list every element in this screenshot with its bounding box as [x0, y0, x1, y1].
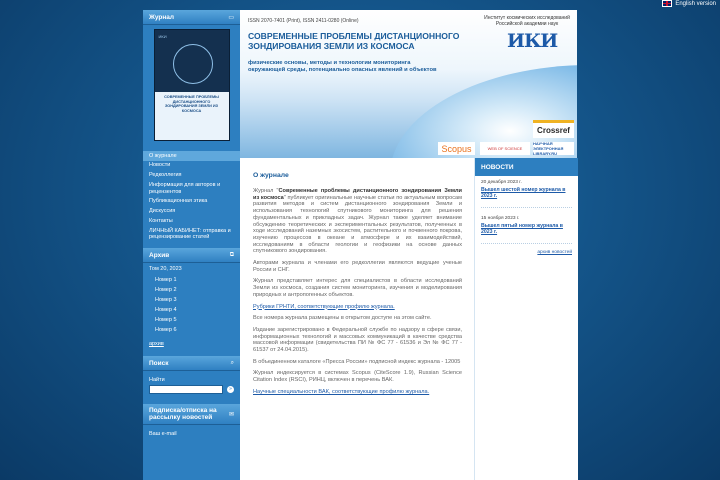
- collapse-icon[interactable]: ▭: [228, 14, 234, 21]
- search-heading: Поиск: [149, 359, 169, 367]
- main-content: [240, 158, 474, 480]
- audience-paragraph: Журнал представляет интерес для специалистов в области исследований Земли из космоса, создания систем мониторинга, изучения и моделирования природных и антропогенных объектов.: [253, 278, 462, 298]
- indexing-paragraph: Журнал индексируется в системах Scopus (CiteScore 1.9), Russian Science Citation Index (RSCI), РИНЦ, включен в перечень ВАК.: [253, 370, 462, 384]
- sidebar-item-author-info[interactable]: Информация для авторов и рецензентов: [149, 181, 221, 195]
- crossref-badge[interactable]: Crossref: [533, 120, 574, 138]
- news-title-link[interactable]: Вышел шестой номер журнала в 2023 г.: [481, 187, 566, 199]
- cover-logo: ИКИ: [158, 34, 167, 39]
- vak-link[interactable]: Научные специальности ВАК, соответствующие профилю журнала.: [253, 388, 430, 395]
- iki-logo[interactable]: ИКИ: [507, 30, 558, 52]
- news-archive-link[interactable]: архив новостей: [537, 250, 572, 255]
- archive-body: [143, 263, 240, 350]
- sidebar-item-news[interactable]: Новости: [149, 162, 171, 169]
- registration-paragraph: Издание зарегистрировано в Федеральной службе по надзору в сфере связи, информационных технологий и массовых коммуникаций в качестве средства массовой информации (свидетельства ПИ № ФС 77 - 61536 и Эл № ФС 77 - 61537 от 24.04.2015).: [253, 326, 462, 354]
- news-panel: [474, 158, 578, 480]
- sidebar-item-ethics[interactable]: Публикационная этика: [149, 198, 208, 205]
- search-row: [149, 385, 234, 394]
- news-title-link[interactable]: Вышел пятый номер журнала в 2023 г.: [481, 223, 563, 235]
- web-of-science-badge[interactable]: WEB OF SCIENCE: [480, 142, 530, 155]
- archive-volume[interactable]: Том 20, 2023: [149, 266, 182, 273]
- subscribe-heading: Подписка/отписка на рассылку новостей: [149, 407, 217, 422]
- news-item: [475, 176, 578, 203]
- intro-paragraph: [253, 188, 462, 255]
- email-label: Ваш e-mail: [149, 431, 177, 438]
- subscribe-section-header: [143, 404, 240, 425]
- search-section-header: [143, 356, 240, 371]
- catalog-paragraph: В объединенном каталоге «Пресса России» подписной индекс журнала - 12005: [253, 358, 461, 365]
- issue-link[interactable]: Номер 2: [155, 287, 177, 294]
- elibrary-badge[interactable]: НАУЧНАЯ ЭЛЕКТРОННАЯ LIBRARY.RU: [533, 142, 574, 155]
- cover-band: [155, 92, 229, 140]
- top-bar: [0, 0, 720, 9]
- news-date: 20 декабря 2023 г.: [481, 180, 522, 185]
- issue-link[interactable]: Номер 1: [155, 277, 177, 284]
- mail-icon: ✉: [228, 411, 234, 418]
- site-header: [240, 10, 577, 158]
- archive-section-header: [143, 248, 240, 263]
- issue-link[interactable]: Номер 3: [155, 297, 177, 304]
- issue-link[interactable]: Номер 6: [155, 327, 177, 334]
- sidebar-item-contacts[interactable]: Контакты: [149, 217, 173, 224]
- sidebar-menu: [143, 151, 240, 242]
- news-item: [475, 212, 578, 239]
- institute-name: Институт космических исследований Российской академии наук: [484, 15, 570, 27]
- news-date: 15 ноября 2023 г.: [481, 216, 520, 221]
- news-heading: НОВОСТИ: [475, 158, 578, 176]
- issn-text: ISSN 2070-7401 (Print), ISSN 2411-0280 (Online): [248, 18, 359, 24]
- issue-link[interactable]: Номер 5: [155, 317, 177, 324]
- journal-title: СОВРЕМЕННЫЕ ПРОБЛЕМЫ ДИСТАНЦИОННОГО ЗОНДИРОВАНИЯ ЗЕМЛИ ИЗ КОСМОСА: [248, 31, 460, 51]
- scopus-badge[interactable]: Scopus: [438, 142, 475, 155]
- grnti-link[interactable]: Рубрики ГРНТИ, соответствующие профилю журнала.: [253, 303, 395, 310]
- news-divider: [481, 207, 572, 208]
- intro-prefix: Журнал ": [253, 188, 279, 194]
- archive-link[interactable]: архив: [149, 341, 164, 348]
- news-divider: [481, 243, 572, 244]
- journal-heading: Журнал: [149, 13, 175, 21]
- sidebar-item-editorial-board[interactable]: Редколлегия: [149, 172, 182, 179]
- sidebar: [143, 10, 240, 480]
- search-label: Найти: [149, 377, 165, 384]
- sidebar-item-personal-account[interactable]: ЛИЧНЫЙ КАБИНЕТ: отправка и рецензирование статей: [149, 227, 231, 241]
- uk-flag-icon: [662, 0, 672, 7]
- cover-title: СОВРЕМЕННЫЕ ПРОБЛЕМЫ ДИСТАНЦИОННОГО ЗОНДИРОВАНИЯ ЗЕМЛИ ИЗ КОСМОСА: [164, 95, 219, 113]
- search-go-button[interactable]: »: [227, 386, 234, 393]
- english-version-link[interactable]: [662, 0, 716, 7]
- intro-rest: " публикует оригинальные научные статьи по актуальным вопросам развития методов и систем дистанционного зондирования Земли и использования технологий спутникового мониторинга для решения фундаментальных и прикладных задач. Журнал также уделяет внимание обсуждению теоретических и экспериментальных результатов, полученных в ходе исследований наземных экосистем, растительного и почвенного покрова, изучению процессов в океане и атмосфере и их взаимодействий, исследованиям в области геологии и геофизики на основе данных спутникового зондирования.: [253, 194, 463, 255]
- open-access-paragraph: Все номера журнала размещены в открытом доступе на этом сайте.: [253, 315, 432, 322]
- search-icon: ⌕: [230, 359, 234, 366]
- english-version-label: English version: [675, 0, 716, 7]
- search-input[interactable]: [149, 385, 223, 394]
- issue-link[interactable]: Номер 4: [155, 307, 177, 314]
- journal-section-header: [143, 10, 240, 25]
- subscribe-body: [143, 425, 240, 443]
- journal-cover-image[interactable]: [154, 29, 230, 141]
- cover-orbit-graphic: [173, 44, 213, 84]
- authors-paragraph: Авторами журнала и членами его редколлегии являются ведущие ученые России и СНГ.: [253, 260, 462, 273]
- archive-heading: Архив: [149, 251, 170, 259]
- journal-name-bold: Современные проблемы дистанционного зондирования Земли из космоса: [253, 188, 462, 201]
- journal-subtitle: физические основы, методы и технологии мониторинга окружающей среды, потенциально опасных явлений и объектов: [248, 60, 437, 73]
- sidebar-item-discussion[interactable]: Дискуссия: [149, 208, 176, 215]
- cover-box: [143, 25, 240, 151]
- page-title: О журнале: [253, 172, 289, 179]
- search-body: [143, 371, 240, 398]
- expand-icon[interactable]: ⧉: [229, 251, 234, 258]
- sidebar-item-about[interactable]: О журнале: [143, 151, 240, 161]
